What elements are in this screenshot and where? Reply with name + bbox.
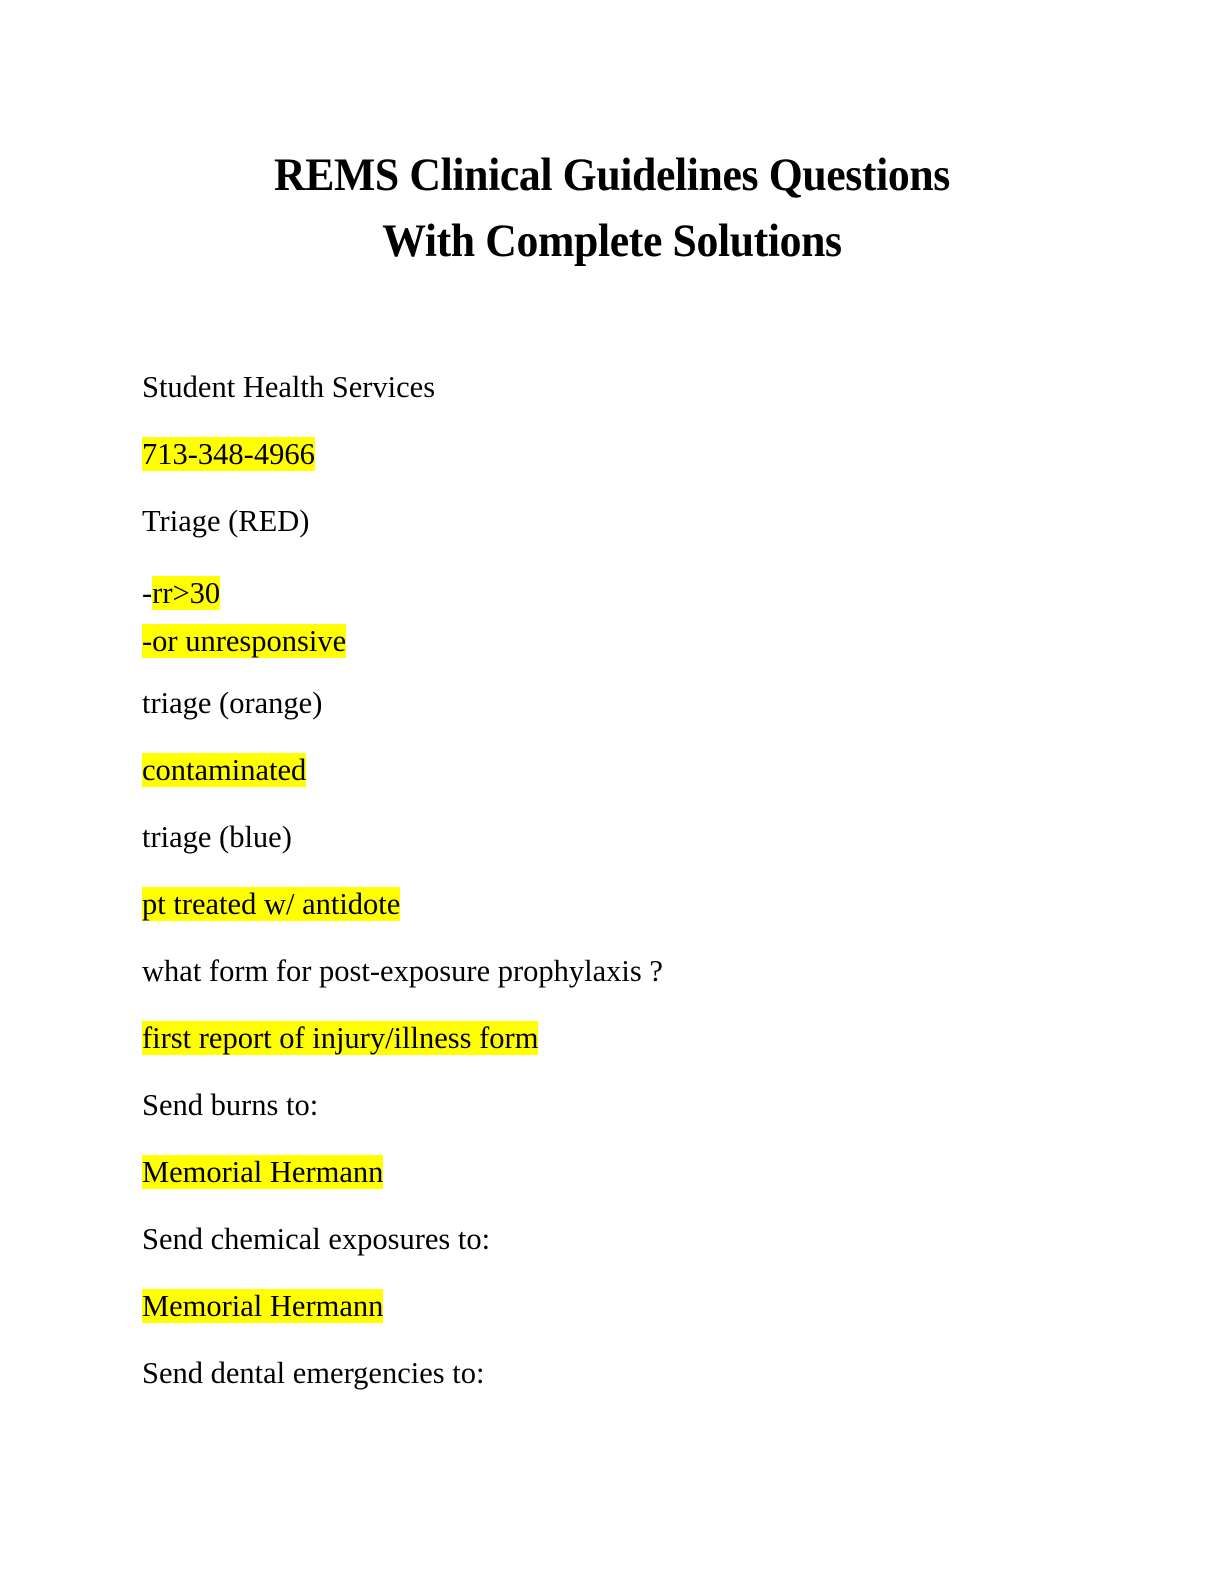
highlight-or-unresponsive: -or unresponsive [142, 624, 347, 658]
paragraph-first-report-form [142, 1019, 1102, 1086]
highlight-memorial-hermann-burns: Memorial Hermann [142, 1155, 384, 1189]
highlight-contaminated: contaminated [142, 753, 307, 787]
paragraph-chemical-destination [142, 1287, 1102, 1354]
text-triage-orange: triage (orange) [142, 686, 323, 720]
text-send-dental-emergencies-to: Send dental emergencies to: [142, 1356, 485, 1390]
paragraph-phone-number [142, 435, 1102, 502]
paragraph-triage-red [142, 502, 1102, 569]
text-triage-blue: triage (blue) [142, 820, 292, 854]
text-student-health-services: Student Health Services [142, 370, 436, 404]
paragraph-triage-blue [142, 818, 1102, 885]
paragraph-triage-orange [142, 684, 1102, 751]
title-line-2: With Complete Solutions [382, 215, 842, 267]
paragraph-question-post-exposure-form [142, 952, 1102, 1019]
paragraph-send-burns-to [142, 1086, 1102, 1153]
highlight-pt-treated-antidote: pt treated w/ antidote [142, 887, 401, 921]
criteria-line-unresponsive [142, 617, 1102, 665]
paragraph-student-health-services [142, 368, 1102, 435]
paragraph-triage-red-criteria [142, 569, 1102, 684]
text-question-post-exposure-form: what form for post-exposure prophylaxis ? [142, 954, 663, 988]
text-triage-red: Triage (RED) [142, 504, 310, 538]
title-line-1: REMS Clinical Guidelines Questions [274, 149, 950, 201]
paragraph-burns-destination [142, 1153, 1102, 1220]
text-dash-prefix: - [142, 576, 153, 610]
highlight-phone-number: 713-348-4966 [142, 437, 315, 471]
highlight-rr-over-30: rr>30 [152, 576, 221, 610]
paragraph-pt-treated-antidote [142, 885, 1102, 952]
text-send-burns-to: Send burns to: [142, 1088, 319, 1122]
text-send-chemical-exposures-to: Send chemical exposures to: [142, 1222, 491, 1256]
criteria-line-rr [142, 569, 1102, 617]
paragraph-send-dental-emergencies-to [142, 1354, 1102, 1392]
highlight-first-report-form: first report of injury/illness form [142, 1021, 539, 1055]
document-body [142, 368, 1102, 1392]
highlight-memorial-hermann-chemical: Memorial Hermann [142, 1289, 384, 1323]
paragraph-send-chemical-exposures-to [142, 1220, 1102, 1287]
page-title [43, 142, 1181, 274]
paragraph-contaminated [142, 751, 1102, 818]
